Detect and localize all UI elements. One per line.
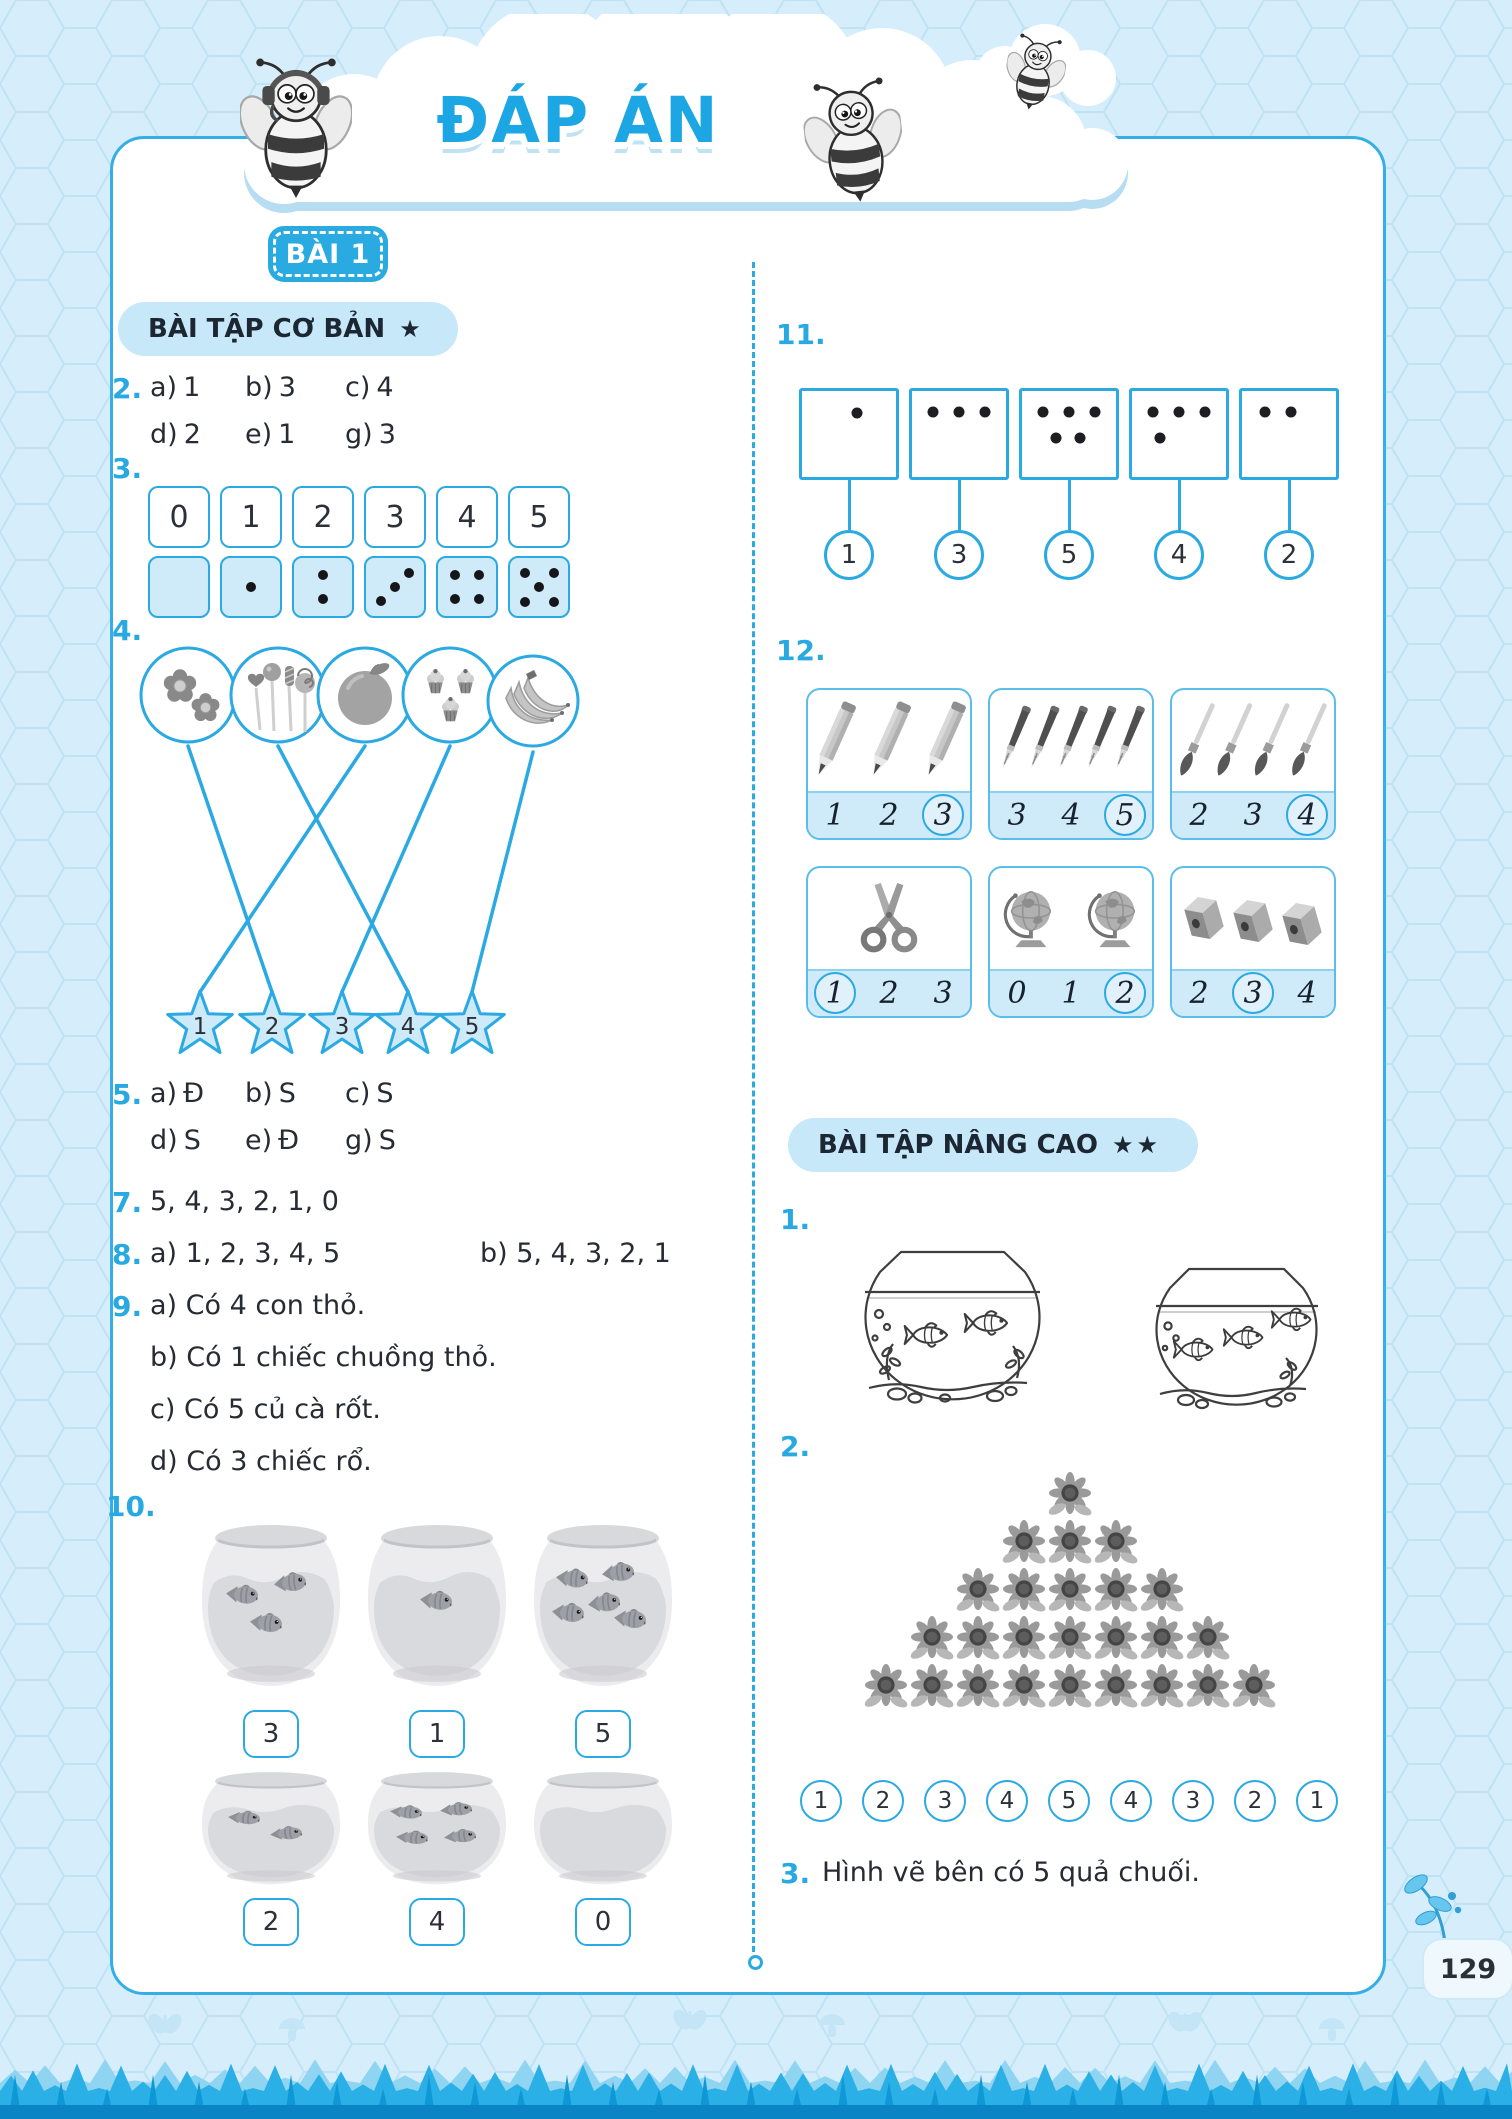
dot-card [292,556,354,618]
butterfly-silhouette-icon [1165,2009,1205,2035]
number-star [310,991,375,1053]
dot-icon [474,594,484,604]
dot-icon [404,568,414,578]
column-answer-circle: 3 [924,1780,966,1822]
fishbowl-graphic [362,1770,512,1890]
matched-number-circle: 3 [934,530,984,580]
dot-icon [390,582,400,592]
answer-pair [245,1078,345,1109]
dot-icon [246,582,256,592]
pyramid-row [955,1568,1185,1616]
count-card-picture [990,690,1152,791]
answer-pair [150,1125,245,1156]
count-card [806,866,972,1018]
answer-letter: b) [245,372,273,403]
option-number: 2 [879,797,899,833]
sunflower-icon [955,1664,1001,1712]
sunflower-icon [1093,1664,1139,1712]
answer-letter: g) [345,1125,373,1156]
sharpeners-icon [1173,868,1333,968]
count-card-picture [808,690,970,791]
dot-card [220,556,282,618]
item3-number: 3. [112,452,143,485]
section-advanced-header [788,1118,1198,1172]
answer-letter: b) [245,1078,273,1109]
section-basic-label: BÀI TẬP CƠ BẢN [148,314,386,344]
answer-letter: g) [345,419,373,450]
count-card-options [990,969,1152,1016]
dot-icon [1090,406,1101,417]
item9-number: 9. [112,1290,143,1323]
dot-card [1239,388,1339,480]
number-card: 4 [436,486,498,548]
star-label: 2 [264,1014,280,1040]
dot-icon [376,596,386,606]
sunflower-icon [1185,1616,1231,1664]
dot-icon [520,597,530,607]
sunflower-icon [1139,1664,1185,1712]
fishbowl [528,1522,678,1694]
number-star [376,991,441,1053]
fishbowl [362,1522,512,1694]
count-card [1170,866,1336,1018]
lesson-badge: BÀI 1 [268,226,388,282]
connector-line [958,480,961,530]
bee-corner-icon [996,31,1074,115]
option-number: 3 [1243,797,1263,833]
adv2-number: 2. [780,1430,811,1463]
answer-letter: d) [150,419,178,450]
butterfly-silhouette-icon [145,2011,185,2037]
fish-count-answer: 1 [409,1710,465,1758]
matched-number-circle: 5 [1044,530,1094,580]
answer-line: b) Có 1 chiếc chuồng thỏ. [150,1342,497,1373]
globes-icon [991,868,1151,968]
item2-number: 2. [112,372,143,405]
option-number: 0 [1007,975,1027,1011]
answer-value: 1 [278,419,296,450]
star-label: 3 [334,1014,350,1040]
circled-answer: 5 [1104,794,1146,836]
fishbowl-with-answer [528,1522,678,1758]
answer-value: S [183,1125,201,1156]
answer-letter: e) [245,419,273,450]
column-answer-circle: 1 [1296,1780,1338,1822]
item4-number: 4. [112,614,143,647]
mushroom-silhouette-icon [1319,2018,1345,2041]
answer-value: 4 [376,372,394,403]
matched-number-circle: 1 [824,530,874,580]
answer-letter: e) [245,1125,273,1156]
count-card-picture [808,868,970,969]
option-number: 3 [1007,797,1027,833]
page-title: ĐÁP ÁN [436,84,720,157]
option-number: 3 [933,975,953,1011]
dot-icon [549,568,559,578]
answer-pair [245,1125,345,1156]
bee-mascot-headphones-icon [240,58,352,198]
number-card: 0 [148,486,210,548]
fishbowl-with-answer [196,1770,346,1946]
answer-pair [150,419,245,450]
item3-number-cards [148,486,570,548]
pencils-icon [809,690,969,790]
sunflower-icon [1001,1520,1047,1568]
fish-count-answer: 2 [243,1898,299,1946]
sunflower-icon [909,1664,955,1712]
dot-card-match [798,388,900,580]
dot-icon [1285,406,1296,417]
option-number: 1 [825,797,845,833]
sunflower-icon [863,1664,909,1712]
group-cupcakes-circle [403,648,497,742]
difficulty-stars-icon: ★★ [1111,1131,1162,1159]
column-divider [752,262,755,1952]
number-card: 3 [364,486,426,548]
adv1-fishbowl-3fish [1138,1258,1336,1424]
group-lollipops-circle [231,648,325,742]
fishbowl-with-answer [528,1770,678,1946]
answer-value: 3 [378,419,396,450]
dot-icon [1259,406,1270,417]
item7-number: 7. [112,1186,143,1219]
item8-answer-a: a) 1, 2, 3, 4, 5 [150,1238,341,1269]
count-card [1170,688,1336,840]
column-answer-circle: 1 [800,1780,842,1822]
dot-card-match [1018,388,1120,580]
item7-answer: 5, 4, 3, 2, 1, 0 [150,1186,339,1217]
sunflower-icon [1047,1664,1093,1712]
fishbowl [528,1770,678,1890]
star-label: 5 [464,1014,480,1040]
fishbowl [362,1770,512,1890]
fishbowl-graphic [362,1522,512,1694]
item12-number: 12. [776,634,826,667]
star-label: 4 [400,1014,416,1040]
dot-icon [534,582,544,592]
item10-bowls-row1 [196,1522,678,1758]
count-card [988,688,1154,840]
adv3-number: 3. [780,1857,811,1890]
item4-matching-figure [128,636,598,1066]
count-card-picture [1172,868,1334,969]
dot-card [909,388,1009,480]
count-card-options [1172,969,1334,1016]
fishbowl [196,1522,346,1694]
pyramid-row [1047,1472,1093,1520]
page-number: 129 [1439,1953,1497,1985]
option-number: 2 [1189,797,1209,833]
fishbowl-with-answer [362,1522,512,1758]
answer-value: Đ [278,1125,300,1156]
circled-answer: 1 [814,972,856,1014]
item11-number: 11. [776,318,826,351]
number-card: 2 [292,486,354,548]
answer-line: a) Có 4 con thỏ. [150,1290,366,1321]
dot-card [1129,388,1229,480]
dot-card [148,556,210,618]
dot-icon [980,406,991,417]
dot-icon [851,408,862,419]
answer-pair [150,1078,245,1109]
adv2-answer-circles [800,1780,1338,1822]
sunflower-icon [1093,1520,1139,1568]
answer-line: c) Có 5 củ cà rốt. [150,1394,381,1425]
difficulty-star-icon: ★ [399,315,424,343]
count-card-options [1172,791,1334,838]
count-card [988,866,1154,1018]
dot-icon [1037,406,1048,417]
count-card-picture [990,868,1152,969]
count-card [806,688,972,840]
page-number-badge [1422,1938,1512,2000]
pyramid-row [863,1664,1277,1712]
answer-value: S [278,1078,296,1109]
sunflower-icon [955,1568,1001,1616]
dot-icon [450,594,460,604]
option-number: 2 [1189,975,1209,1011]
answer-pair [345,372,475,403]
item3-dot-cards [148,556,570,618]
answer-letter: c) [345,372,371,403]
mushroom-silhouette-icon [279,2018,305,2041]
answer-value: S [376,1078,394,1109]
dot-icon [318,594,328,604]
item8-answer-b: b) 5, 4, 3, 2, 1 [480,1238,671,1269]
grass-footer [0,2039,1512,2119]
sunflower-icon [1001,1616,1047,1664]
connector-line [848,480,851,530]
option-number: 2 [879,975,899,1011]
dot-card [508,556,570,618]
number-star [440,991,505,1053]
fishbowl [196,1770,346,1890]
circled-answer: 3 [922,794,964,836]
section-basic-header [118,302,458,356]
answer-value: Đ [183,1078,205,1109]
sunflower-icon [1047,1472,1093,1520]
dot-card-match [1238,388,1340,580]
sunflower-icon [1231,1664,1277,1712]
number-star [168,991,233,1053]
sunflower-icon [1047,1568,1093,1616]
adv1-number: 1. [780,1203,811,1236]
fishbowl-graphic [196,1770,346,1890]
answer-pair [245,372,345,403]
option-number: 1 [1061,975,1081,1011]
dot-card [1019,388,1119,480]
sunflower-icon [1001,1568,1047,1616]
item9-answers [150,1290,497,1498]
item10-number: 10. [106,1490,156,1523]
scissors-icon [809,868,969,968]
answer-line: d) Có 3 chiếc rổ. [150,1446,372,1477]
mushroom-silhouette-icon [819,2014,845,2037]
adv2-sunflower-pyramid [770,1472,1370,1712]
item4-number-stars [168,991,505,1053]
fish-count-answer: 5 [575,1710,631,1758]
dot-icon [520,568,530,578]
answer-pair [345,1078,475,1109]
dot-icon [1075,433,1086,444]
sunflower-icon [955,1616,1001,1664]
dot-icon [954,406,965,417]
fishbowl-graphic [528,1522,678,1694]
butterfly-silhouette-icon [670,2007,710,2033]
star-label: 1 [192,1014,208,1040]
fish-count-answer: 0 [575,1898,631,1946]
circled-answer: 4 [1286,794,1328,836]
column-answer-circle: 2 [862,1780,904,1822]
dot-card [799,388,899,480]
fishbowl-with-answer [196,1522,346,1758]
dot-card-match [908,388,1010,580]
answer-pair [345,419,475,450]
column-answer-circle: 3 [1172,1780,1214,1822]
sunflower-icon [1047,1520,1093,1568]
dot-icon [318,570,328,580]
column-answer-circle: 4 [986,1780,1028,1822]
option-number: 4 [1061,797,1081,833]
bee-mascot-icon [792,74,916,207]
fishbowl-with-answer [362,1770,512,1946]
number-card: 5 [508,486,570,548]
sunflower-icon [1047,1616,1093,1664]
column-answer-circle: 4 [1110,1780,1152,1822]
option-number: 4 [1297,975,1317,1011]
item12-count-cards [806,688,1354,1018]
fishbowl-graphic [196,1522,346,1694]
dot-icon [1200,406,1211,417]
answer-value: 2 [183,419,201,450]
dot-icon [1155,433,1166,444]
dot-icon [1050,433,1061,444]
matched-number-circle: 2 [1264,530,1314,580]
dot-card [436,556,498,618]
answer-letter: c) [345,1078,371,1109]
sunflower-icon [1139,1616,1185,1664]
sunflower-icon [1139,1568,1185,1616]
adv1-fishbowl-2fish [845,1240,1060,1422]
dot-icon [549,597,559,607]
number-card: 1 [220,486,282,548]
dot-icon [927,406,938,417]
count-card-options [808,791,970,838]
item11-dot-cards [798,388,1340,580]
dot-card-match [1128,388,1230,580]
connector-line [1178,480,1181,530]
dot-icon [1147,406,1158,417]
pyramid-row [1001,1520,1139,1568]
matched-number-circle: 4 [1154,530,1204,580]
dot-card [364,556,426,618]
item5-answers [150,1078,475,1156]
answer-pair [150,372,245,403]
connector-line [1068,480,1071,530]
fishbowl-graphic [528,1770,678,1890]
column-answer-circle: 2 [1234,1780,1276,1822]
connector-line [1288,480,1291,530]
answer-value: 1 [183,372,201,403]
dot-icon [1174,406,1185,417]
item5-number: 5. [112,1078,143,1111]
count-card-options [990,791,1152,838]
fish-count-answer: 3 [243,1710,299,1758]
answer-value: S [378,1125,396,1156]
count-card-options [808,969,970,1016]
sunflower-icon [1001,1664,1047,1712]
count-card-picture [1172,690,1334,791]
pyramid-row [909,1616,1231,1664]
answer-letter: a) [150,372,178,403]
adv3-answer-text: Hình vẽ bên có 5 quả chuối. [822,1857,1200,1888]
sunflower-icon [1093,1616,1139,1664]
number-star [240,991,305,1053]
dot-icon [1064,406,1075,417]
item10-bowls-row2 [196,1770,678,1946]
dot-icon [474,570,484,580]
fish-count-answer: 4 [409,1898,465,1946]
circled-answer: 2 [1104,972,1146,1014]
item2-answers [150,372,475,450]
sunflower-icon [1093,1568,1139,1616]
answer-letter: a) [150,1078,178,1109]
pens-icon [991,690,1151,790]
dot-icon [450,570,460,580]
sunflower-icon [1185,1664,1231,1712]
answer-letter: d) [150,1125,178,1156]
item8-number: 8. [112,1238,143,1271]
answer-value: 3 [278,372,296,403]
answer-pair [245,419,345,450]
circled-answer: 3 [1232,972,1274,1014]
answer-pair [345,1125,475,1156]
brushes-icon [1173,690,1333,790]
column-answer-circle: 5 [1048,1780,1090,1822]
sunflower-icon [909,1616,955,1664]
section-advanced-label: BÀI TẬP NÂNG CAO [818,1130,1098,1160]
